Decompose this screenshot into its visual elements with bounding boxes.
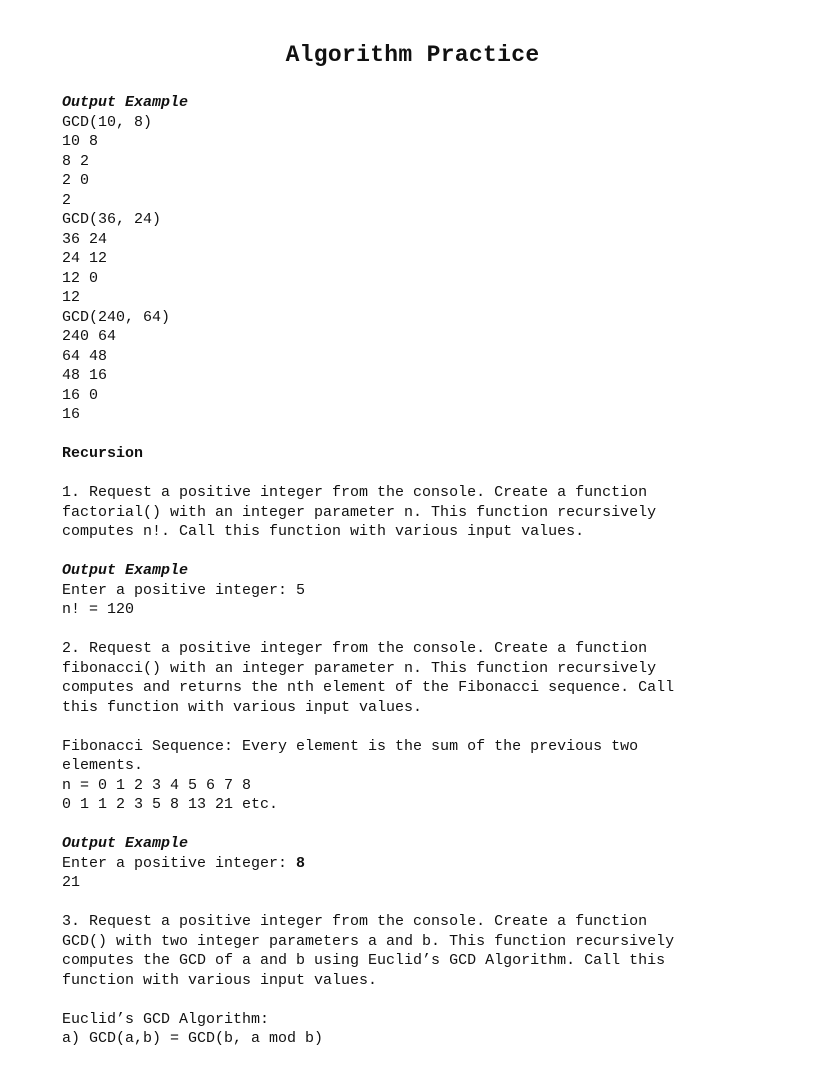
question-text-line: GCD() with two integer parameters a and b. This function recursively — [62, 932, 675, 950]
gcd-output-line: GCD(10, 8) — [62, 113, 153, 131]
spacer — [62, 990, 762, 1010]
page-title: Algorithm Practice — [285, 42, 540, 68]
gcd-output-line: 2 — [62, 191, 72, 209]
output-line: n! = 120 — [62, 601, 135, 618]
recursion-heading: Recursion — [62, 445, 144, 462]
prompt-value: 8 — [296, 854, 306, 872]
question-text-line: 3. Request a positive integer from the console. Create a function — [62, 913, 648, 930]
gcd-output-line: 64 48 — [62, 347, 108, 365]
question-1 — [62, 483, 762, 620]
gcd-output-line: GCD(36, 24) — [62, 211, 162, 228]
gcd-output-line: 2 0 — [62, 172, 90, 189]
gcd-output-line: 36 24 — [62, 230, 108, 248]
spacer — [62, 620, 762, 640]
question-text-line: 2. Request a positive integer from the console. Create a function — [62, 640, 648, 657]
gcd-output-line: 12 — [62, 289, 81, 306]
question-text-line: computes and returns the nth element of the Fibonacci sequence. Call — [62, 679, 675, 696]
gcd-output-line: 24 12 — [62, 250, 108, 267]
spacer — [62, 425, 762, 445]
question-3 — [62, 912, 762, 1049]
question-text-line: computes the GCD of a and b using Euclid’s GCD Algorithm. Call this — [62, 952, 666, 969]
output-line: 21 — [62, 874, 81, 891]
output-line: Enter a positive integer: 5 — [62, 581, 306, 599]
gcd-output-line: GCD(240, 64) — [62, 308, 171, 326]
gcd-output-line: 16 0 — [62, 386, 99, 404]
gcd-output-line: 10 8 — [62, 133, 99, 150]
euclid-line: a) GCD(a,b) = GCD(b, a mod b) — [62, 1030, 324, 1047]
question-text-line: computes n!. Call this function with various input values. — [62, 523, 585, 540]
output-line — [62, 854, 762, 874]
question-text-line: this function with various input values. — [62, 698, 423, 716]
spacer — [62, 717, 762, 737]
gcd-output-line: 12 0 — [62, 269, 99, 287]
spacer — [62, 815, 762, 835]
output-example-heading: Output Example — [62, 94, 189, 111]
question-text-line: factorial() with an integer parameter n. This function recursively — [62, 503, 657, 521]
question-text-line: 1. Request a positive integer from the console. Create a function — [62, 484, 648, 501]
output-example-heading: Output Example — [62, 835, 189, 852]
gcd-output-line: 240 64 — [62, 328, 117, 345]
prompt-text: Enter a positive integer: — [62, 854, 297, 872]
gcd-output-section — [62, 93, 762, 425]
gcd-output-line: 48 16 — [62, 367, 108, 384]
fibonacci-line: Fibonacci Sequence: Every element is the sum of the previous two — [62, 737, 639, 755]
spacer — [62, 542, 762, 562]
question-2 — [62, 639, 762, 893]
euclid-line: Euclid’s GCD Algorithm: — [62, 1010, 270, 1028]
spacer — [62, 464, 762, 484]
output-example-heading: Output Example — [62, 562, 189, 579]
spacer — [62, 893, 762, 913]
fibonacci-line: elements. — [62, 757, 144, 774]
fibonacci-line: n = 0 1 2 3 4 5 6 7 8 — [62, 776, 252, 794]
gcd-output-line: 8 2 — [62, 152, 90, 170]
fibonacci-line: 0 1 1 2 3 5 8 13 21 etc. — [62, 796, 279, 813]
question-text-line: function with various input values. — [62, 971, 378, 989]
gcd-output-line: 16 — [62, 406, 81, 423]
question-text-line: fibonacci() with an integer parameter n. This function recursively — [62, 659, 657, 677]
document-body — [62, 93, 762, 1049]
